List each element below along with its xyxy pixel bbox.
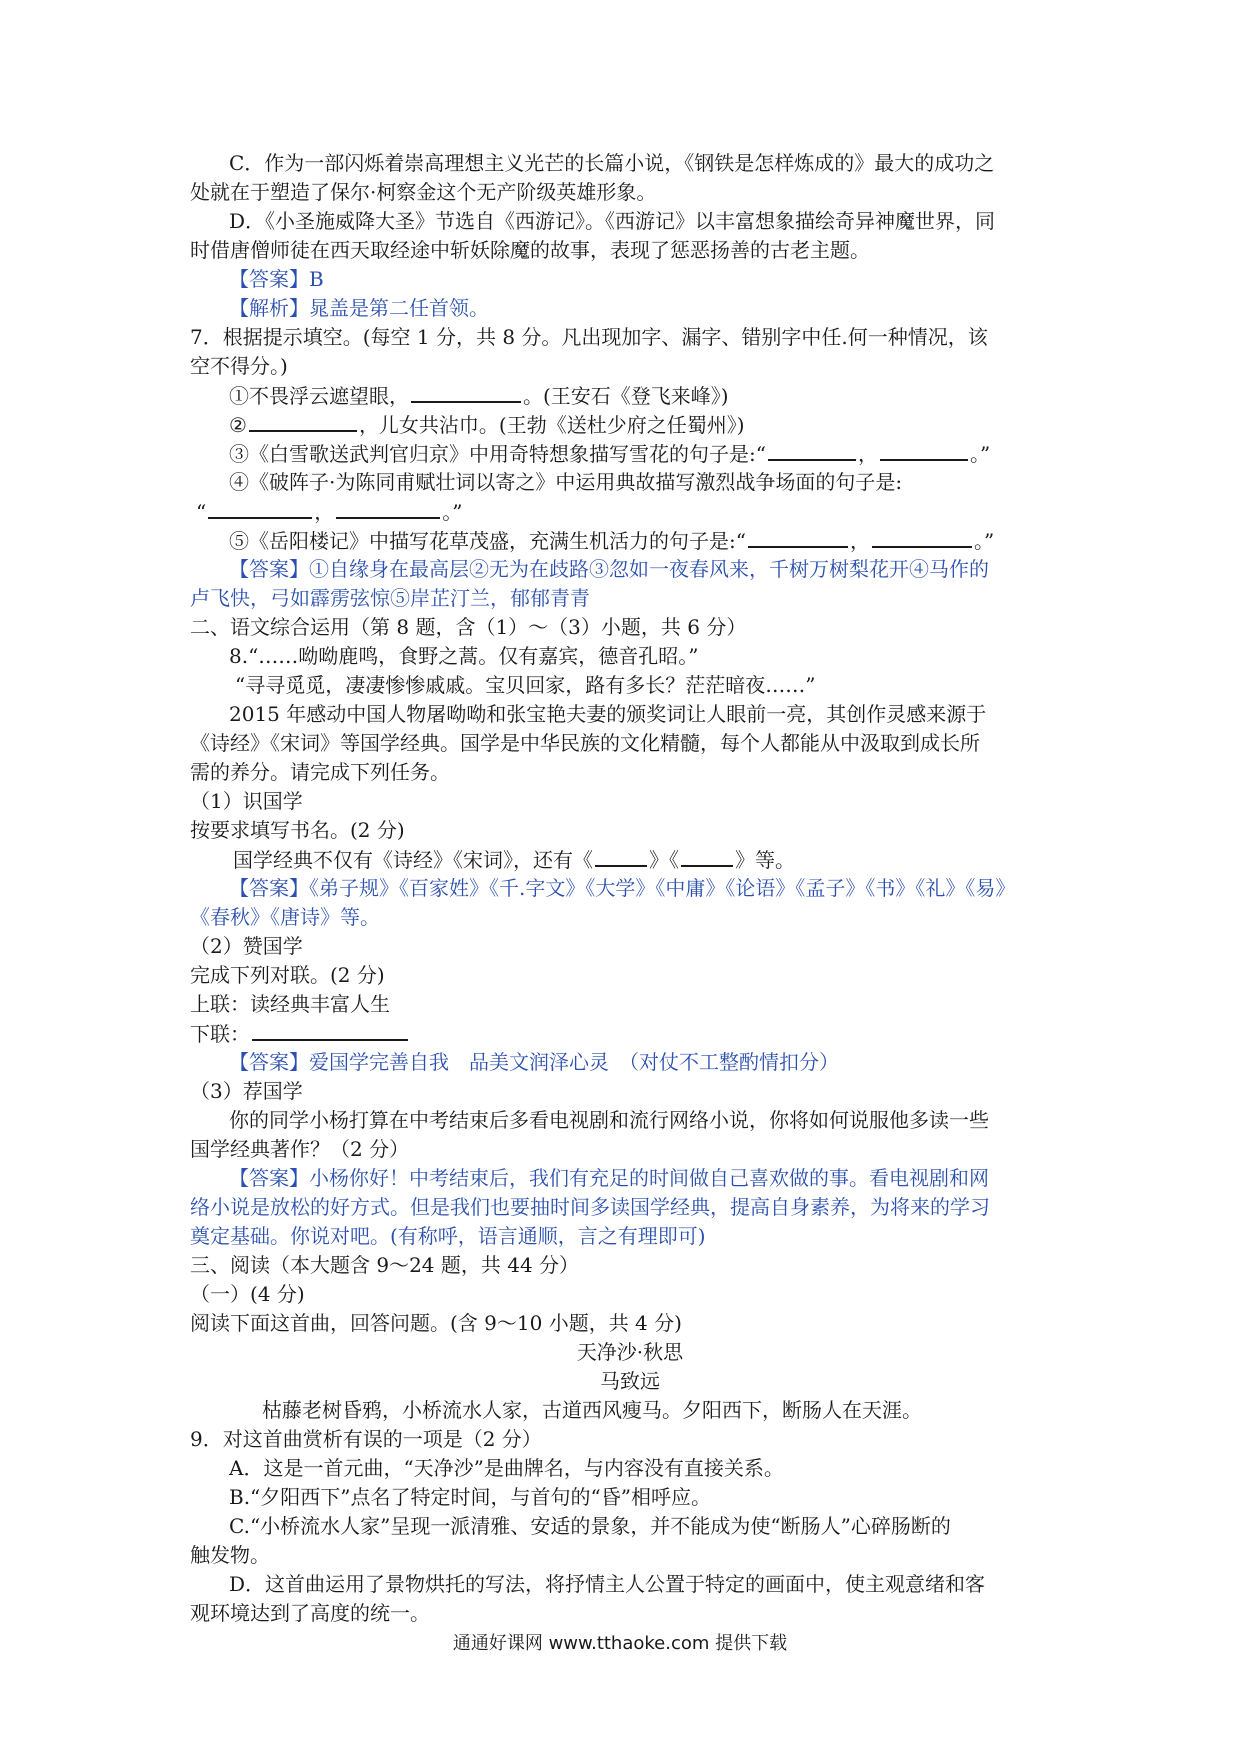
q7-blank-5a[interactable] <box>748 526 848 548</box>
q8-quote2: “寻寻觅觅，凄凄惨惨戚戚。宝贝回家，路有多长？茫茫暗夜……” <box>235 673 816 697</box>
sub2-blank[interactable] <box>252 1019 408 1041</box>
sub1-question-prefix: 国学经典不仅有《诗经》《宋词》，还有《 <box>233 848 593 872</box>
q7-item4: ④《破阵子·为陈同甫赋壮词以寄之》中运用典故描写激烈战争场面的句子是: <box>229 470 903 494</box>
sub3-answer-line2: 络小说是放松的好方式。但是我们也要抽时间多读国学经典，提高自身素养，为将来的学习 <box>190 1195 990 1219</box>
sub1-question <box>233 845 1074 874</box>
q7-blank-1[interactable] <box>411 381 521 403</box>
q7-item3-sep: ， <box>857 442 878 466</box>
sub3-question-line1: 你的同学小杨打算在中考结束后多看电视剧和流行网络小说，你将如何说服他多读一些 <box>229 1108 989 1132</box>
sub1-requirement: 按要求填写书名。(2 分) <box>190 818 405 842</box>
q6-option-d-line2: 时借唐僧师徒在西天取经途中斩妖除魔的故事，表现了惩恶扬善的古老主题。 <box>190 238 870 262</box>
sub1-blank-2[interactable] <box>681 845 733 867</box>
sub3-answer-line3: 奠定基础。你说对吧。(有称呼，语言通顺，言之有理即可) <box>190 1224 706 1248</box>
q7-item1-source: 。(王安石《登飞来峰》) <box>523 384 729 408</box>
q7-item3 <box>229 439 1070 468</box>
q7-item3-end: 。” <box>969 442 991 466</box>
q7-item2-number: ② <box>229 413 247 437</box>
q7-item2-source: ，儿女共沾巾。(王勃《送杜少府之任蜀州》) <box>358 413 745 437</box>
q8-paragraph-line2: 《诗经》《宋词》等国学经典。国学是中华民族的文化精髓，每个人都能从中汲取到成长所 <box>190 731 980 755</box>
section2-heading: 二、语文综合运用（第 8 题，含（1）～（3）小题，共 6 分） <box>190 615 747 639</box>
q7-answer-line1: 【答案】①自缘身在最高层②无为在歧路③忽如一夜春风来，千树万树梨花开④马作的 <box>229 557 989 581</box>
sub2-lower-label: 下联： <box>190 1022 250 1046</box>
q6-option-c-line2: 处就在于塑造了保尔·柯察金这个无产阶级英雄形象。 <box>190 180 657 204</box>
sub1-title: （1）识国学 <box>190 789 303 813</box>
section3-instruction: 阅读下面这首曲，回答问题。(含 9～10 小题，共 4 分) <box>190 1311 682 1335</box>
page-footer: 通通好课网 www.tthaoke.com 提供下载 <box>452 1633 788 1654</box>
q8-paragraph-line3: 需的养分。请完成下列任务。 <box>190 760 450 784</box>
sub1-answer-line2: 《春秋》《唐诗》等。 <box>190 905 380 929</box>
q7-item5-sep: ， <box>849 529 870 553</box>
q7-blank-4a[interactable] <box>208 497 312 519</box>
sub1-question-mid: 》《 <box>649 848 679 872</box>
q9-option-c-line2: 触发物。 <box>190 1543 270 1567</box>
q7-blank-3a[interactable] <box>768 439 856 461</box>
q7-answer-line2: 卢飞快，弓如霹雳弦惊⑤岸芷汀兰，郁郁青青 <box>190 586 590 610</box>
section3-heading: 三、阅读（本大题含 9～24 题，共 44 分） <box>190 1253 580 1277</box>
poem-author: 马致远 <box>600 1369 660 1393</box>
q7-blank-3b[interactable] <box>880 439 968 461</box>
q7-item5-end: 。” <box>973 529 995 553</box>
q7-item5 <box>229 526 1070 555</box>
sub2-requirement: 完成下列对联。(2 分) <box>190 963 385 987</box>
q6-answer: 【答案】B <box>229 267 324 291</box>
q9-option-a: A．这是一首元曲，“天净沙”是曲牌名，与内容没有直接关系。 <box>229 1456 784 1480</box>
q6-option-c-line1: C．作为一部闪烁着崇高理想主义光芒的长篇小说，《钢铁是怎样炼成的》最大的成功之 <box>229 151 995 175</box>
q7-item1-prompt: ①不畏浮云遮望眼， <box>229 384 409 408</box>
q7-item4-open: “ <box>196 500 207 524</box>
sub2-title: （2）赞国学 <box>190 934 303 958</box>
q7-item2 <box>229 410 1070 439</box>
q7-blank-2[interactable] <box>249 410 357 432</box>
q9-option-c-line1: C.“小桥流水人家”呈现一派清雅、安适的景象，并不能成为使“断肠人”心碎肠断的 <box>229 1514 951 1538</box>
q7-item4-blanks <box>196 497 1076 526</box>
q8-quote1: 8.“……呦呦鹿鸣，食野之蒿。仅有嘉宾，德音孔昭。” <box>229 644 699 668</box>
sub3-answer-line1: 【答案】小杨你好！中考结束后，我们有充足的时间做自己喜欢做的事。看电视剧和网 <box>229 1166 989 1190</box>
sub1-blank-1[interactable] <box>595 845 647 867</box>
q9-option-d-line2: 观环境达到了高度的统一。 <box>190 1601 430 1625</box>
q7-item4-sep: ， <box>314 500 335 524</box>
q7-item4-end: 。” <box>442 500 463 524</box>
sub3-question-line2: 国学经典著作？（2 分） <box>190 1137 410 1161</box>
q7-blank-5b[interactable] <box>872 526 972 548</box>
sub2-upper-couplet: 上联：读经典丰富人生 <box>190 992 390 1016</box>
sub3-title: （3）荐国学 <box>190 1079 303 1103</box>
q7-item3-prompt: ③《白雪歌送武判官归京》中用奇特想象描写雪花的句子是:“ <box>229 442 766 466</box>
section3-part1: （一）(4 分) <box>190 1282 305 1306</box>
q9-stem: 9．对这首曲赏析有误的一项是（2 分） <box>190 1427 542 1451</box>
poem-text: 枯藤老树昏鸦，小桥流水人家，古道西风瘦马。夕阳西下，断肠人在天涯。 <box>262 1398 922 1422</box>
poem-title: 天净沙·秋思 <box>576 1340 684 1364</box>
q7-stem-line1: 7．根据提示填空。(每空 1 分，共 8 分。凡出现加字、漏字、错别字中任.何一种情况，该 <box>190 325 988 349</box>
q6-analysis: 【解析】晁盖是第二任首领。 <box>229 296 489 320</box>
q9-option-d-line1: D．这首曲运用了景物烘托的写法，将抒情主人公置于特定的画面中，使主观意绪和客 <box>229 1572 986 1596</box>
sub1-question-suffix: 》等。 <box>735 848 795 872</box>
sub2-lower-couplet <box>190 1019 1070 1048</box>
sub1-answer-line1: 【答案】《弟子规》《百家姓》《千.字文》《大学》《中庸》《论语》《孟子》《书》《礼》《易》 <box>229 876 1016 900</box>
q7-item5-prompt: ⑤《岳阳楼记》中描写花草茂盛，充满生机活力的句子是:“ <box>229 529 746 553</box>
q9-option-b: B.“夕阳西下”点名了特定时间，与首句的“昏”相呼应。 <box>229 1485 711 1509</box>
q7-stem-line2: 空不得分。) <box>190 354 288 378</box>
sub2-answer: 【答案】爱国学完善自我 品美文润泽心灵 （对仗不工整酌情扣分） <box>229 1050 839 1074</box>
q8-paragraph-line1: 2015 年感动中国人物屠呦呦和张宝艳夫妻的颁奖词让人眼前一亮，其创作灵感来源于 <box>229 702 987 726</box>
q7-item1 <box>229 381 1070 410</box>
q6-option-d-line1: D．《小圣施威降大圣》节选自《西游记》。《西游记》以丰富想象描绘奇异神魔世界，同 <box>229 209 996 233</box>
q7-blank-4b[interactable] <box>336 497 440 519</box>
